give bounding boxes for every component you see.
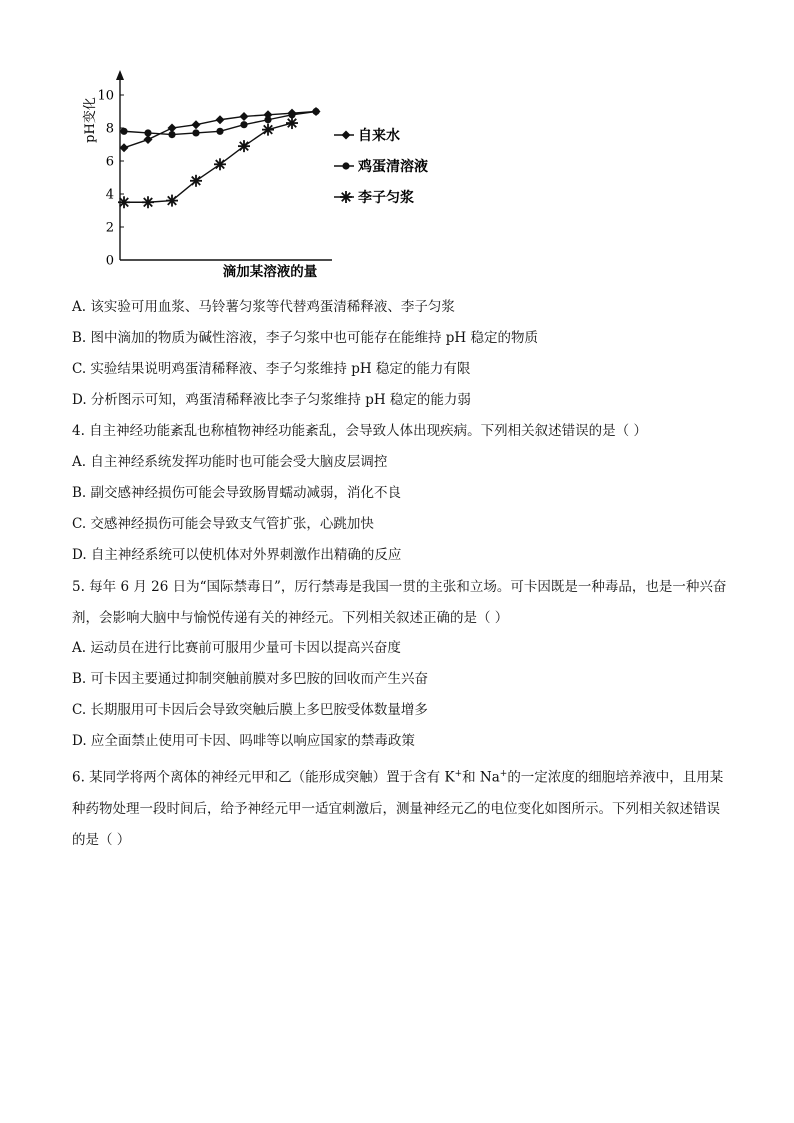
data-point-star <box>238 140 250 152</box>
legend-label: 自来水 <box>358 128 400 144</box>
ph-change-chart <box>60 62 480 287</box>
legend-marker-circle <box>342 162 349 169</box>
q4-option-b: B. 副交感神经损伤可能会导致肠胃蠕动减弱，消化不良 <box>72 485 402 501</box>
y-tick-label: 10 <box>97 88 114 104</box>
y-axis-arrow <box>116 70 124 80</box>
data-point-diamond <box>192 120 201 129</box>
data-point-star <box>166 195 178 207</box>
q4-stem: 4. 自主神经功能紊乱也称植物神经功能紊乱，会导致人体出现疾病。下列相关叙述错误的是（ ） <box>72 423 647 439</box>
data-point-diamond <box>240 112 249 121</box>
data-point-star <box>262 124 274 136</box>
q5-option-c: C. 长期服用可卡因后会导致突触后膜上多巴胺受体数量增多 <box>72 702 428 718</box>
data-point-circle <box>264 116 271 123</box>
q5-option-d: D. 应全面禁止使用可卡因、吗啡等以响应国家的禁毒政策 <box>72 733 415 749</box>
q6-stem-part-a: 6. 某同学将两个离体的神经元甲和乙（能形成突触）置于含有 K <box>72 769 455 786</box>
q4-option-c: C. 交感神经损伤可能会导致支气管扩张，心跳加快 <box>72 516 374 532</box>
q5-stem: 5. 每年 6 月 26 日为“国际禁毒日”，厉行禁毒是我国一贯的主张和立场。可卡因既是一种毒品，也是一种兴奋剂，会影响大脑中与愉悦传递有关的神经元。下列相关叙述正确的是（ ） <box>72 579 727 626</box>
legend-label: 李子匀浆 <box>358 190 414 206</box>
data-point-star <box>286 117 298 129</box>
q5-option-b: B. 可卡因主要通过抑制突触前膜对多巴胺的回收而产生兴奋 <box>72 671 429 687</box>
data-point-diamond <box>216 115 225 124</box>
y-tick-label: 0 <box>105 253 114 269</box>
legend-marker-star <box>340 191 352 203</box>
y-tick-label: 4 <box>105 187 114 203</box>
q4-option-d: D. 自主神经系统可以使机体对外界刺激作出精确的反应 <box>72 547 402 563</box>
y-tick-label: 2 <box>105 220 114 236</box>
data-point-star <box>118 196 130 208</box>
data-point-circle <box>240 121 247 128</box>
k-superscript: + <box>454 769 463 779</box>
data-point-diamond <box>120 143 129 152</box>
y-tick-label: 6 <box>105 154 114 170</box>
q3-option-a: A. 该实验可用血浆、马铃薯匀浆等代替鸡蛋清稀释液、李子匀浆 <box>72 299 455 315</box>
q3-option-c: C. 实验结果说明鸡蛋清稀释液、李子匀浆维持 pH 稳定的能力有限 <box>72 361 471 377</box>
y-tick-label: 8 <box>105 121 114 137</box>
x-axis-label: 滴加某溶液的量 <box>222 264 318 280</box>
data-point-circle <box>216 128 223 135</box>
data-point-circle <box>120 128 127 135</box>
data-point-star <box>214 158 226 170</box>
legend-marker-diamond <box>342 131 351 140</box>
q6-stem-part-b: 和 Na <box>462 769 500 786</box>
q6-stem <box>72 759 732 856</box>
data-point-circle <box>312 108 319 115</box>
q3-option-d: D. 分析图示可知，鸡蛋清稀释液比李子匀浆维持 pH 稳定的能力弱 <box>72 392 471 408</box>
data-point-circle <box>168 131 175 138</box>
chart-svg <box>60 62 480 287</box>
data-point-circle <box>192 129 199 136</box>
data-point-circle <box>144 129 151 136</box>
na-superscript: + <box>499 769 508 779</box>
data-point-star <box>190 175 202 187</box>
legend-label: 鸡蛋清溶液 <box>358 159 428 175</box>
y-axis-label: pH变化 <box>83 97 98 143</box>
q5-option-a: A. 运动员在进行比赛前可服用少量可卡因以提高兴奋度 <box>72 640 401 656</box>
q6-stem-part-c: 的一定浓度的细胞培养液中，且用某种药物处理一段时间后，给予神经元甲一适宜刺激后，测量神经元乙的电位变化如图所示。下列相关叙述错误的是（ ） <box>72 769 724 848</box>
q4-option-a: A. 自主神经系统发挥功能时也可能会受大脑皮层调控 <box>72 454 388 470</box>
data-point-star <box>142 196 154 208</box>
q3-option-b: B. 图中滴加的物质为碱性溶液，李子匀浆中也可能存在能维持 pH 稳定的物质 <box>72 330 538 346</box>
